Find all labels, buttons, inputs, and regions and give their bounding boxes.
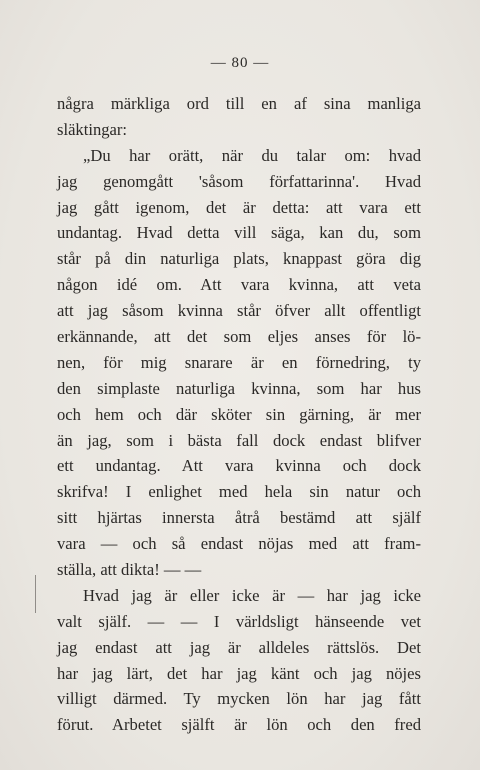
text-line: den simplaste naturliga kvinna, som har hus — [57, 378, 421, 398]
body-text — [57, 91, 421, 738]
text-line: står på din naturliga plats, knappast göra dig — [57, 249, 421, 269]
text-line: och hem och där sköter sin gärning, är mer — [57, 404, 421, 424]
text-line: ett undantag. Att vara kvinna och dock — [57, 456, 421, 476]
text-line: jag endast att jag är alldeles rättslös. Det — [57, 637, 421, 657]
text-line: har jag lärt, det har jag känt och jag nöjes — [57, 663, 421, 683]
text-line: några märkliga ord till en af sina manliga — [57, 94, 421, 113]
text-line: skrifva! I enlighet med hela sin natur och — [57, 482, 421, 502]
text-line: jag gått igenom, det är detta: att vara ett — [57, 197, 421, 217]
text-line: „Du har orätt, när du talar om: hvad — [83, 145, 421, 165]
text-line: vara — och så endast nöjas med att fram- — [57, 534, 421, 554]
text-line: villigt därmed. Ty mycken lön har jag fått — [57, 689, 421, 709]
text-line: släktingar: — [57, 119, 128, 139]
margin-pencil-mark — [35, 575, 36, 613]
text-line: nen, för mig snarare är en förnedring, ty — [57, 352, 421, 372]
text-line: sitt hjärtas innersta åtrå bestämd att själf — [57, 508, 421, 528]
text-line: erkännande, att det som eljes anses för lö- — [57, 327, 421, 347]
text-line: ställa, att dikta! — — — [57, 560, 202, 580]
text-line: valt själf. — — I världsligt hänseende vet — [57, 611, 421, 631]
text-line: än jag, som i bästa fall dock endast blifver — [57, 430, 421, 450]
text-line: att jag såsom kvinna står öfver allt offentligt — [57, 301, 421, 321]
text-line: förut. Arbetet själft är lön och den fred — [57, 715, 421, 735]
text-line: jag genomgått 'såsom författarinna'. Hvad — [57, 171, 421, 191]
text-line: någon idé om. Att vara kvinna, att veta — [57, 275, 421, 295]
page-number: — 80 — — [210, 55, 270, 71]
text-line: Hvad jag är eller icke är — har jag icke — [83, 585, 421, 605]
text-line: undantag. Hvad detta vill säga, kan du, som — [57, 223, 421, 243]
